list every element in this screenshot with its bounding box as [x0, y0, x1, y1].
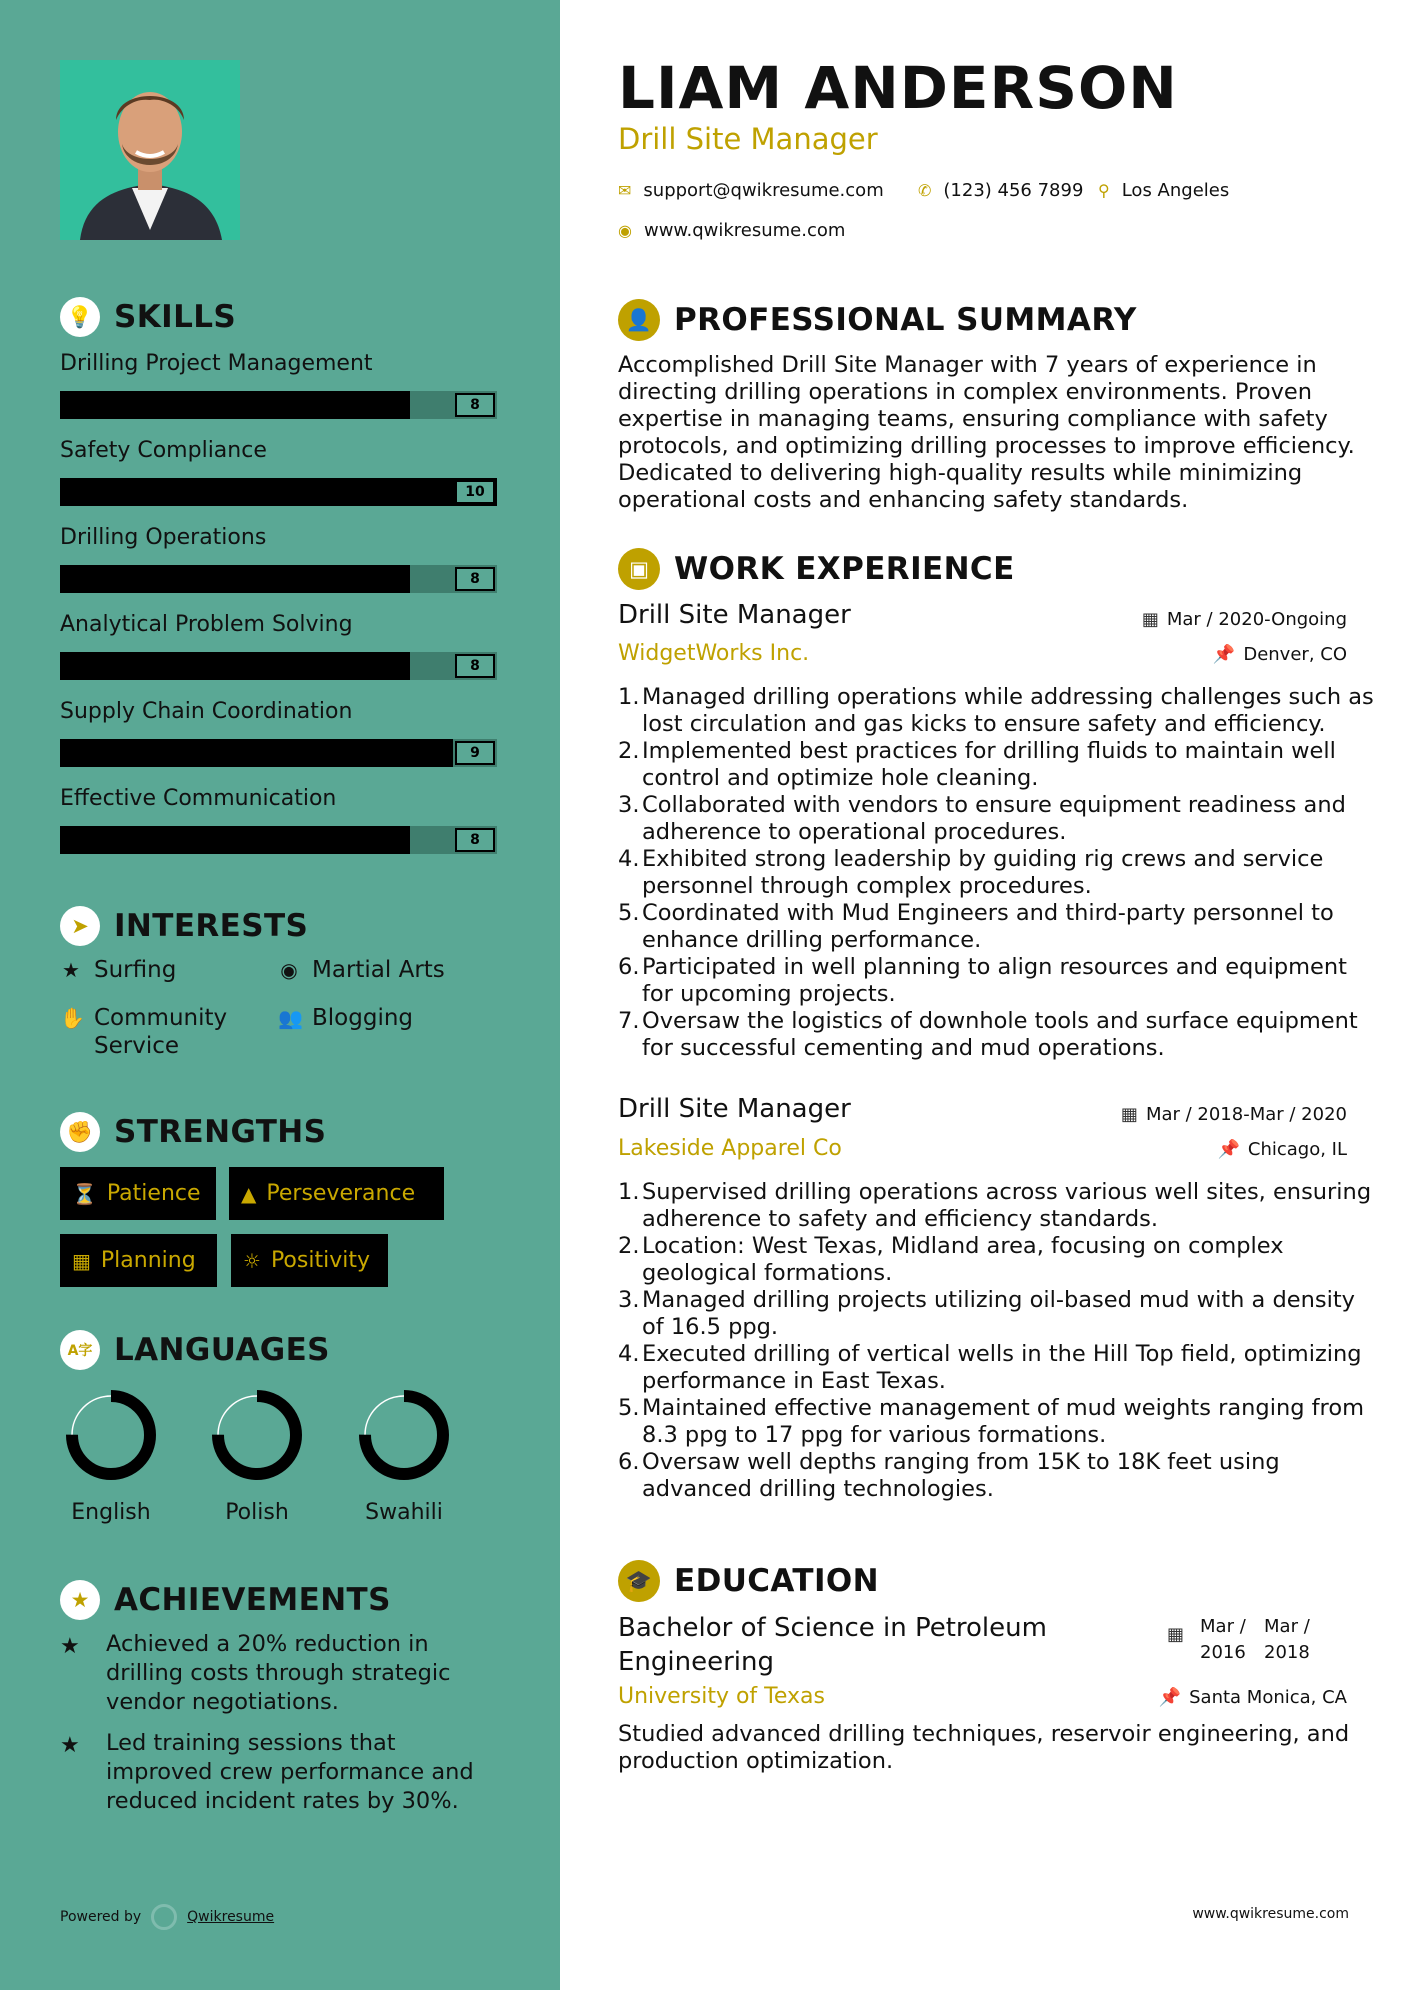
interest-item [278, 956, 445, 984]
sun-icon: ☼ [243, 1248, 261, 1273]
pin-icon: 📌 [1158, 1687, 1182, 1708]
language-name: English [71, 1500, 151, 1525]
email-text: support@qwikresume.com [643, 180, 884, 201]
strength-label: Planning [100, 1248, 196, 1273]
powered-by [60, 1904, 274, 1930]
achievement-text: Achieved a 20% reduction in drilling costs through strategic vendor negotiations. [106, 1631, 451, 1715]
bullet-text: Exhibited strong leadership by guiding rig crews and service personnel through complex procedures. [642, 846, 1324, 899]
job-bullet: 6. Oversaw well depths ranging from 15K to 18K feet using advanced drilling technologies. [618, 1449, 1378, 1503]
contact-website[interactable] [618, 220, 845, 241]
skill-bar [60, 652, 497, 680]
job-company: Lakeside Apparel Co [618, 1136, 842, 1161]
job-title: Drill Site Manager [618, 1094, 851, 1124]
bullet-text: Supervised drilling operations across various well sites, ensuring adherence to safety and efficiency standards. [642, 1179, 1372, 1232]
globe-icon: ◉ [280, 958, 298, 982]
summary-title: PROFESSIONAL SUMMARY [674, 302, 1137, 338]
brand-link[interactable]: Qwikresume [187, 1909, 275, 1925]
job-bullets [618, 1179, 1378, 1503]
bullet-text: Oversaw well depths ranging from 15K to 18K feet using advanced drilling technologies. [642, 1449, 1280, 1502]
shooting-star-icon: ★ [60, 1733, 80, 1758]
phone-text: (123) 456 7899 [943, 180, 1084, 201]
interest-label: Blogging [312, 1005, 414, 1031]
bullet-text: Managed drilling operations while addressing challenges such as lost circulation and gas kicks to ensure safety and efficiency. [642, 684, 1374, 737]
bullet-text: Oversaw the logistics of downhole tools and surface equipment for successful cementing and mud operations. [642, 1008, 1358, 1061]
strength-label: Patience [106, 1181, 201, 1206]
graduation-cap-icon: 🎓 [618, 1560, 660, 1602]
job-bullet: 3. Managed drilling projects utilizing oil-based mud with a density of 16.5 ppg. [618, 1287, 1378, 1341]
qwikresume-logo-icon [151, 1904, 177, 1930]
education-title: EDUCATION [674, 1563, 879, 1599]
school: University of Texas [618, 1684, 825, 1709]
education-heading [618, 1560, 879, 1602]
experience-title: WORK EXPERIENCE [674, 551, 1015, 587]
interest-item [60, 1004, 260, 1060]
skill-score: 8 [455, 654, 495, 678]
skill-bar-fill [60, 652, 410, 680]
job-bullet: 4. Executed drilling of vertical wells in the Hill Top field, optimizing performance in East Texas. [618, 1341, 1378, 1395]
language-name: Polish [225, 1500, 289, 1525]
achievement-item [60, 1729, 500, 1816]
job-bullet: 2. Location: West Texas, Midland area, focusing on complex geological formations. [618, 1233, 1378, 1287]
languages-heading [60, 1330, 330, 1370]
contact-location [1098, 180, 1229, 201]
job-location [1217, 1139, 1347, 1160]
skill-score: 10 [455, 480, 495, 504]
contact-phone[interactable] [918, 180, 1083, 201]
skill-bar [60, 826, 497, 854]
job-bullet: 3. Collaborated with vendors to ensure equipment readiness and adherence to operational procedures. [618, 792, 1378, 846]
job-dates [1142, 609, 1347, 630]
job-bullet: 2. Implemented best practices for drilling fluids to maintain well control and optimize hole cleaning. [618, 738, 1378, 792]
summary-text: Accomplished Drill Site Manager with 7 years of experience in directing drilling operations in complex environments. Proven expertise in managing teams, ensuring compliance with safety protocols, and optimizing drilling processes to improve efficiency. Dedicated to delivering high-quality results while minimizing operational costs and enhancing safety standards. [618, 352, 1355, 513]
strength-label: Perseverance [266, 1181, 416, 1206]
skill-name: Drilling Operations [60, 525, 267, 550]
skill-bar-fill [60, 565, 410, 593]
skill-score: 9 [455, 741, 495, 765]
profile-photo [60, 60, 240, 240]
bullet-text: Managed drilling projects utilizing oil-based mud with a density of 16.5 ppg. [642, 1287, 1355, 1340]
job-bullet: 5. Coordinated with Mud Engineers and third-party personnel to enhance drilling performance. [618, 900, 1378, 954]
road-icon: ▲ [241, 1181, 257, 1206]
education-location [1159, 1687, 1347, 1708]
bullet-text: Collaborated with vendors to ensure equipment readiness and adherence to operational procedures. [642, 792, 1346, 845]
job-location-text: Denver, CO [1243, 644, 1347, 665]
hand-icon: ✋ [60, 1006, 85, 1030]
skill-score: 8 [455, 393, 495, 417]
skill-name: Drilling Project Management [60, 351, 373, 376]
calendar-icon: ▦ [1167, 1624, 1185, 1645]
interest-label: Community Service [94, 1005, 228, 1059]
experience-heading [618, 548, 1015, 590]
strengths-title: STRENGTHS [114, 1114, 327, 1150]
achievement-text: Led training sessions that improved crew performance and reduced incident rates by 30%. [106, 1730, 474, 1814]
interests-title: INTERESTS [114, 908, 309, 944]
job-bullet: 6. Participated in well planning to align resources and equipment for upcoming projects. [618, 954, 1378, 1008]
job-bullet: 1. Managed drilling operations while addressing challenges such as lost circulation and gas kicks to ensure safety and efficiency. [618, 684, 1378, 738]
language-name: Swahili [365, 1500, 443, 1525]
user-icon: 👤 [618, 299, 660, 341]
education-dates [1167, 1614, 1347, 1666]
location-text: Los Angeles [1121, 180, 1230, 201]
interest-item [60, 956, 176, 984]
sidebar [0, 0, 560, 1990]
skills-title: SKILLS [114, 299, 237, 335]
bullet-text: Executed drilling of vertical wells in the Hill Top field, optimizing performance in East Texas. [642, 1341, 1362, 1394]
strength-chip [229, 1167, 444, 1220]
job-dates-text: Mar / 2020-Ongoing [1166, 609, 1347, 630]
strengths-heading [60, 1112, 326, 1152]
users-icon: 👥 [278, 1006, 303, 1030]
languages-title: LANGUAGES [114, 1332, 330, 1368]
skill-bar-fill [60, 826, 410, 854]
interest-item [278, 1004, 413, 1032]
skill-bar [60, 391, 497, 419]
job-dates [1121, 1104, 1347, 1125]
job-title: Drill Site Manager [618, 600, 851, 630]
job-location-text: Chicago, IL [1247, 1139, 1347, 1160]
contact-email[interactable] [618, 180, 884, 201]
interests-heading [60, 906, 308, 946]
bullet-text: Participated in well planning to align resources and equipment for upcoming projects. [642, 954, 1347, 1007]
job-company: WidgetWorks Inc. [618, 641, 810, 666]
achievement-item [60, 1630, 500, 1717]
language-ring [356, 1387, 452, 1483]
footer-website[interactable]: www.qwikresume.com [1192, 1906, 1349, 1922]
phone-icon: ✆ [918, 181, 932, 200]
strength-chip [60, 1234, 217, 1287]
map-pin-icon: ⚲ [1098, 181, 1110, 200]
envelope-icon: ✉ [618, 181, 632, 200]
bullet-text: Implemented best practices for drilling fluids to maintain well control and optimize hole cleaning. [642, 738, 1336, 791]
skill-bar-fill [60, 391, 410, 419]
bullet-text: Location: West Texas, Midland area, focusing on complex geological formations. [642, 1233, 1284, 1286]
degree: Bachelor of Science in Petroleum Engineering [618, 1613, 1047, 1677]
skill-score: 8 [455, 567, 495, 591]
strength-label: Positivity [270, 1248, 370, 1273]
candidate-role: Drill Site Manager [618, 122, 878, 156]
language-icon: A字 [60, 1330, 100, 1370]
skill-score: 8 [455, 828, 495, 852]
website-text: www.qwikresume.com [643, 220, 846, 241]
bullet-text: Coordinated with Mud Engineers and third-party personnel to enhance drilling performance. [642, 900, 1334, 953]
education-description: Studied advanced drilling techniques, reservoir engineering, and production optimization. [618, 1721, 1350, 1774]
paper-plane-icon: ➤ [60, 906, 100, 946]
education-location-text: Santa Monica, CA [1189, 1687, 1347, 1708]
pin-icon: 📌 [1212, 644, 1236, 665]
interest-label: Surfing [94, 957, 177, 983]
hourglass-icon: ⏳ [72, 1181, 97, 1206]
summary-heading [618, 299, 1137, 341]
bullet-text: Maintained effective management of mud weights ranging from 8.3 ppg to 17 ppg for various formations. [642, 1395, 1364, 1448]
lightbulb-icon: 💡 [60, 297, 100, 337]
skill-bar-fill [60, 739, 453, 767]
job-bullet: 4. Exhibited strong leadership by guiding rig crews and service personnel through complex procedures. [618, 846, 1378, 900]
candidate-name: LIAM ANDERSON [618, 54, 1178, 122]
education-start: Mar / 2016 [1200, 1616, 1246, 1663]
skill-name: Analytical Problem Solving [60, 612, 353, 637]
globe-icon: ◉ [618, 221, 632, 240]
pin-icon: 📌 [1217, 1139, 1240, 1160]
star-badge-icon: ★ [60, 1580, 100, 1620]
calendar-icon: ▦ [1120, 1104, 1138, 1125]
skill-bar [60, 478, 497, 506]
powered-by-label: Powered by [60, 1909, 142, 1925]
main-content [560, 0, 1407, 1990]
skill-name: Effective Communication [60, 786, 337, 811]
job-bullet: 5. Maintained effective management of mud weights ranging from 8.3 ppg to 17 ppg for various formations. [618, 1395, 1378, 1449]
briefcase-icon: ▣ [618, 548, 660, 590]
job-bullet: 7. Oversaw the logistics of downhole tools and surface equipment for successful cementing and mud operations. [618, 1008, 1378, 1062]
interest-label: Martial Arts [312, 957, 445, 983]
skill-bar [60, 565, 497, 593]
job-location [1213, 644, 1347, 665]
strength-chip [231, 1234, 388, 1287]
achievements-heading [60, 1580, 391, 1620]
job-bullet: 1. Supervised drilling operations across various well sites, ensuring adherence to safety and efficiency standards. [618, 1179, 1378, 1233]
star-icon: ★ [62, 958, 80, 982]
job-bullets [618, 684, 1378, 1062]
strength-chip [60, 1167, 216, 1220]
calendar-icon: ▦ [72, 1248, 91, 1273]
skill-name: Supply Chain Coordination [60, 699, 353, 724]
skill-bar [60, 739, 497, 767]
language-ring [209, 1387, 305, 1483]
skill-name: Safety Compliance [60, 438, 267, 463]
language-ring [63, 1387, 159, 1483]
calendar-icon: ▦ [1141, 609, 1159, 630]
fist-icon: ✊ [60, 1112, 100, 1152]
job-dates-text: Mar / 2018-Mar / 2020 [1145, 1104, 1347, 1125]
skills-heading [60, 297, 236, 337]
education-end: Mar / 2018 [1264, 1616, 1310, 1663]
shooting-star-icon: ★ [60, 1634, 80, 1659]
achievements-title: ACHIEVEMENTS [114, 1582, 391, 1618]
skill-bar-fill [60, 478, 497, 506]
